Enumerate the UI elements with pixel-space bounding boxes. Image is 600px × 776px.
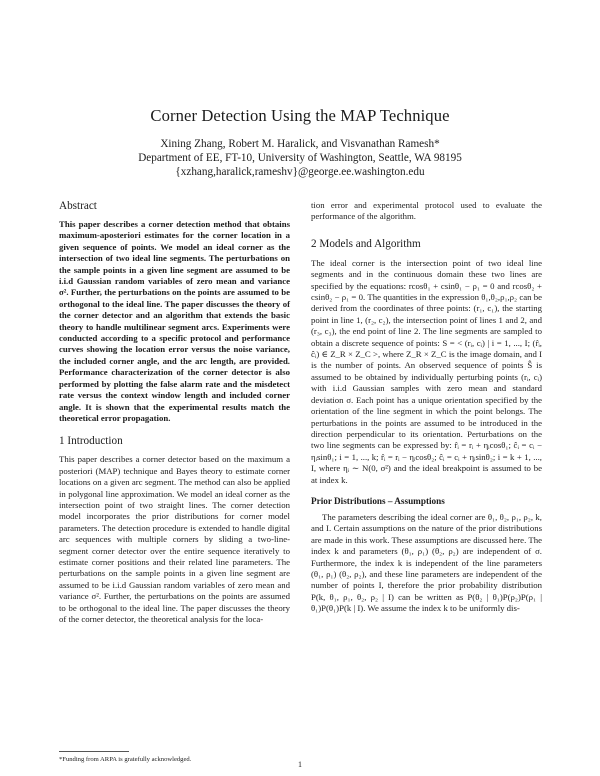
paper-title: Corner Detection Using the MAP Technique [150, 106, 450, 125]
email-line: {xzhang,haralick,rameshv}@george.ee.washington.edu [175, 166, 425, 178]
left-column [59, 200, 290, 625]
page-number: 1 [298, 760, 302, 769]
footnote: *Funding from ARPA is gratefully acknowledged. [59, 756, 192, 763]
abstract-heading: Abstract [59, 200, 97, 212]
prior-distributions-text: The parameters describing the ideal corner are θ₁, θ₂, ρ₁, ρ₂, k, and I. Certain assumptions on the nature of the prior distributions are made in this work. These assumptions are discussed here. The index k and parameters (θ₁, ρ₁) (θ₂, ρ₂) are independent of σ. Furthermore, the index k is independent of the line parameters (θ₁, ρ₁) (θ₂, ρ₂), and these line parameters are independent of the number of points I, therefore the prior probability distribution P(k, θ₁, ρ₁, θ₂, ρ₂ | I) can be written as P(θ₂ | θ₁)P(ρ₂)P(ρ₁ | θ₁)P(θ₁)P(k | I). We assume the index k to be uniformly dis- [311, 511, 542, 614]
introduction-text: This paper describes a corner detector based on the maximum a posteriori (MAP) technique and Bayes theory to estimate corner locations on a given arc segment. The method can also be applied in polygonal line approximation. We model an ideal corner as the intersection point of two straight lines. The corner detection model incorporates the prior distributions for corner model parameters. The detection procedure is extended to handle digital arc sequences with multiple corners by sliding a two-line-segment corner detector over the entire sequence iteratively to estimate corner positions and their related line parameters. The perturbations on the sample points in a given line segment are assumed to be i.i.d Gaussian random variables of zero mean and variance σ². Further, the perturbations on the points are assumed to be orthogonal to the ideal line. The paper discusses the theory of the corner detector, the theoretical analysis for the loca- [59, 454, 290, 624]
footnote-rule [59, 751, 129, 752]
introduction-continued-text: tion error and experimental protocol used to evaluate the performance of the algorithm. [311, 200, 542, 222]
models-heading: 2 Models and Algorithm [311, 237, 421, 250]
affiliation-line: Department of EE, FT-10, University of Washington, Seattle, WA 98195 [138, 152, 462, 164]
author-line: Xining Zhang, Robert M. Haralick, and Visvanathan Ramesh* [160, 138, 440, 150]
models-text: The ideal corner is the intersection point of two ideal line segments and in the continuous domain these two lines are specified by the equations: rcosθ₁ + csinθ₁ − ρ₁ = 0 and rcosθ₂ + csinθ₂ − ρ₁ = 0. The quantities in the expression θ₁,θ₂,ρ₁,ρ₂ can be derived from the coordinates of three points: (r₁, c₁), the starting point in line 1, (r₂, c₂), the intersection point of lines 1 and 2, and (r₃, c₃), the end point of line 2. The line segments are sampled to obtain a discrete sequence of points: S = < (rᵢ, cᵢ) | i = 1, ..., I; (r̂ᵢ, ĉᵢ) ∈ Z_R × Z_C >, where Z_R × Z_C is the image domain, and I is the number of points. An observed sequence of points Ŝ is assumed to be obtained by individually perturbing points (rᵢ, cᵢ) with i.i.d Gaussian samples with zero mean and standard deviation σ. Each point has a unique orientation specified by the orientation of the line segment in which the point belongs. The perturbations in the points are assumed to be introduced in the direction perpendicular to its orientation. Perturbations on the two line segments can be expressed by: r̂ᵢ = rᵢ + ηᵢcosθ₁; ĉᵢ = cᵢ − ηᵢsinθ₁; i = 1, ..., k; r̂ᵢ = rᵢ − ηᵢcosθ₂; ĉᵢ = cᵢ + ηᵢsinθ₂; i = k + 1, ..., I, where ηᵢ ∼ N(0, σ²) and the ideal breakpoint is assumed to be at index k. [311, 257, 542, 485]
introduction-heading: 1 Introduction [59, 435, 123, 448]
prior-distributions-heading: Prior Distributions – Assumptions [311, 495, 445, 506]
right-column [311, 200, 542, 615]
abstract-text: This paper describes a corner detection method that obtains maximum-aposteriori estimates for the corner location in a given sequence of points. We model an ideal corner as the intersection of two ideal line segments. The perturbations on the sample points in a given line segment are assumed to be i.i.d Gaussian random variables of zero mean and variance σ². Further, the perturbations on the points are assumed to be orthogonal to the ideal line. The paper discusses the theory of the corner detector and an algorithm that extends the basic theory to handle multilinear segment arcs. Experiments were conducted according to a specific protocol and performance curves showing the location error versus the noise variance, the included corner angle, and the arc length, are provided. Performance characterization of the corner detector is also performed by plotting the false alarm rate and the misdetect rate versus the context window length and included corner angle. It is shown that the experimental results match the theoretical error propagation. [59, 219, 290, 423]
